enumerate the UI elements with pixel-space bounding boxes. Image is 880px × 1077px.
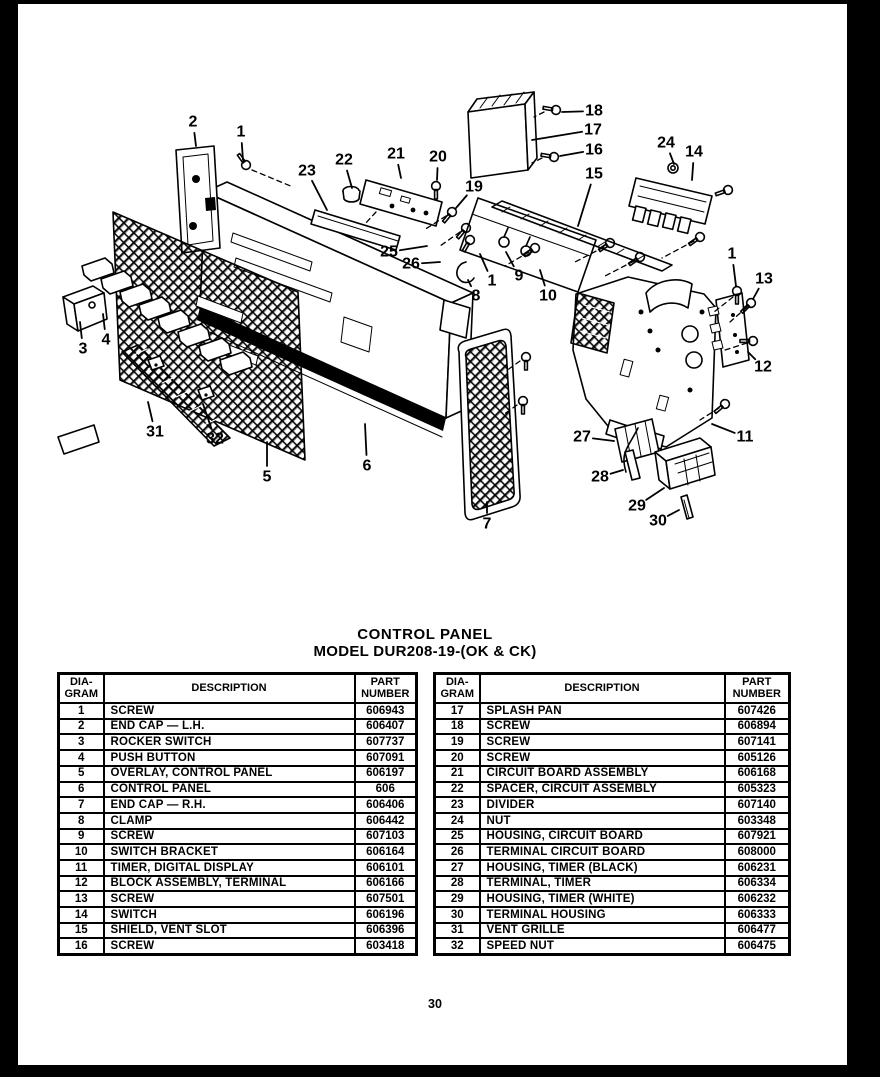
part-number-cell: 606164 — [355, 844, 417, 860]
table-row — [435, 860, 790, 876]
table-row — [435, 923, 790, 939]
part-number-cell: 606333 — [725, 907, 790, 923]
description-cell: SCREW — [104, 891, 355, 907]
clamp-part — [457, 262, 474, 282]
callout-leader-line — [560, 152, 583, 156]
model-subtitle: MODEL DUR208-19-(OK & CK) — [313, 643, 537, 660]
callout-number: 22 — [335, 151, 353, 169]
callout-leader-line — [242, 143, 243, 160]
table-row — [435, 703, 790, 719]
part-number-column-header: PART NUMBER — [725, 674, 790, 704]
table-row — [59, 782, 417, 798]
table-row — [59, 703, 417, 719]
diagram-number-cell: 25 — [435, 829, 480, 845]
diagram-number-cell: 24 — [435, 813, 480, 829]
callout-number: 1 — [727, 245, 737, 263]
description-cell: SPLASH PAN — [480, 703, 725, 719]
table-row — [59, 750, 417, 766]
callout-number: 26 — [402, 255, 420, 273]
diagram-number-cell: 28 — [435, 876, 480, 892]
part-number-cell: 607426 — [725, 703, 790, 719]
description-cell: SPACER, CIRCUIT ASSEMBLY — [480, 782, 725, 798]
part-number-cell: 607103 — [355, 829, 417, 845]
table-row — [59, 844, 417, 860]
diagram-column-header: DIA- GRAM — [435, 674, 480, 704]
diagram-number-cell: 20 — [435, 750, 480, 766]
description-cell: END CAP — R.H. — [104, 797, 355, 813]
table-row — [59, 766, 417, 782]
exploded-parts-diagram — [20, 80, 830, 545]
description-column-header: DESCRIPTION — [104, 674, 355, 704]
callout-number: 27 — [573, 428, 591, 446]
description-cell: HOUSING, CIRCUIT BOARD — [480, 829, 725, 845]
part-number-cell: 606475 — [725, 938, 790, 954]
part-number-cell: 603348 — [725, 813, 790, 829]
diagram-number-cell: 5 — [59, 766, 104, 782]
table-row — [435, 829, 790, 845]
callout-leader-line — [456, 195, 467, 208]
callout-number: 9 — [514, 267, 524, 285]
description-cell: TERMINAL, TIMER — [480, 876, 725, 892]
description-cell: TIMER, DIGITAL DISPLAY — [104, 860, 355, 876]
part-number-cell: 607737 — [355, 734, 417, 750]
callout-leader-line — [692, 163, 693, 180]
callout-leader-line — [480, 254, 488, 271]
diagram-number-cell: 13 — [59, 891, 104, 907]
description-cell: DIVIDER — [480, 797, 725, 813]
callout-leader-line — [400, 246, 427, 250]
diagram-number-cell: 22 — [435, 782, 480, 798]
callout-leader-line — [646, 488, 664, 500]
part-number-cell: 607921 — [725, 829, 790, 845]
callout-leader-line — [532, 132, 582, 140]
table-row — [435, 750, 790, 766]
table-row — [435, 797, 790, 813]
parts-table-left — [57, 672, 418, 956]
description-cell: SCREW — [480, 719, 725, 735]
diagram-number-cell: 9 — [59, 829, 104, 845]
diagram-number-cell: 10 — [59, 844, 104, 860]
callout-leader-line — [593, 438, 614, 441]
part-number-column-header: PART NUMBER — [355, 674, 417, 704]
callout-leader-line — [611, 470, 623, 474]
part-number-cell: 606168 — [725, 766, 790, 782]
table-row — [59, 797, 417, 813]
parts-table-right — [433, 672, 791, 956]
diagram-number-cell: 29 — [435, 891, 480, 907]
callout-number: 21 — [387, 145, 405, 163]
diagram-number-cell: 27 — [435, 860, 480, 876]
description-cell: HOUSING, TIMER (BLACK) — [480, 860, 725, 876]
table-row — [59, 829, 417, 845]
callout-number: 20 — [429, 148, 447, 166]
callout-number: 3 — [78, 340, 88, 358]
description-cell: CIRCUIT BOARD ASSEMBLY — [480, 766, 725, 782]
part-number-cell: 608000 — [725, 844, 790, 860]
part-number-cell: 606232 — [725, 891, 790, 907]
part-number-cell: 606477 — [725, 923, 790, 939]
diagram-number-cell: 11 — [59, 860, 104, 876]
diagram-title: CONTROL PANEL — [357, 626, 493, 643]
callout-number: 32 — [206, 430, 224, 448]
callout-leader-line — [540, 270, 545, 285]
description-cell: OVERLAY, CONTROL PANEL — [104, 766, 355, 782]
callout-number: 13 — [755, 270, 773, 288]
part-number-cell: 605126 — [725, 750, 790, 766]
part-number-cell: 606894 — [725, 719, 790, 735]
callout-number: 1 — [236, 123, 246, 141]
table-row — [59, 813, 417, 829]
diagram-number-cell: 2 — [59, 719, 104, 735]
callout-leader-line — [733, 265, 736, 286]
callout-leader-line — [668, 510, 679, 516]
description-cell: CLAMP — [104, 813, 355, 829]
diagram-number-cell: 19 — [435, 734, 480, 750]
description-column-header: DESCRIPTION — [480, 674, 725, 704]
part-number-cell: 607141 — [725, 734, 790, 750]
callout-number: 24 — [657, 134, 675, 152]
part-number-cell: 606334 — [725, 876, 790, 892]
part-number-cell: 606943 — [355, 703, 417, 719]
diagram-number-cell: 21 — [435, 766, 480, 782]
table-row — [435, 782, 790, 798]
diagram-number-cell: 12 — [59, 876, 104, 892]
diagram-number-cell: 16 — [59, 938, 104, 954]
diagram-number-cell: 1 — [59, 703, 104, 719]
callout-number: 1 — [487, 272, 497, 290]
description-cell: SPEED NUT — [480, 938, 725, 954]
part-number-cell: 606231 — [725, 860, 790, 876]
table-header-row — [59, 674, 417, 704]
description-cell: SWITCH BRACKET — [104, 844, 355, 860]
table-row — [435, 907, 790, 923]
part-number-cell: 606406 — [355, 797, 417, 813]
table-row — [435, 813, 790, 829]
description-cell: TERMINAL CIRCUIT BOARD — [480, 844, 725, 860]
part-number-cell: 606197 — [355, 766, 417, 782]
callout-number: 5 — [262, 468, 272, 486]
callout-number: 29 — [628, 497, 646, 515]
diagram-number-cell: 14 — [59, 907, 104, 923]
diagram-number-cell: 6 — [59, 782, 104, 798]
table-row — [59, 734, 417, 750]
title-block — [0, 626, 850, 660]
callout-number: 17 — [584, 121, 602, 139]
callout-number: 2 — [188, 113, 198, 131]
part-number-cell: 607501 — [355, 891, 417, 907]
part-number-cell: 606407 — [355, 719, 417, 735]
diagram-number-cell: 3 — [59, 734, 104, 750]
diagram-number-cell: 8 — [59, 813, 104, 829]
spacer-part — [343, 187, 360, 202]
part-number-cell: 606396 — [355, 923, 417, 939]
diagram-number-cell: 7 — [59, 797, 104, 813]
callout-leader-line — [712, 424, 735, 433]
description-cell: SCREW — [104, 829, 355, 845]
description-cell: SCREW — [480, 750, 725, 766]
callout-number: 4 — [101, 331, 111, 349]
callout-number: 28 — [591, 468, 609, 486]
diagram-number-cell: 30 — [435, 907, 480, 923]
part-number-cell: 606196 — [355, 907, 417, 923]
table-row — [59, 923, 417, 939]
callout-number: 6 — [362, 457, 372, 475]
callout-number: 19 — [465, 178, 483, 196]
callout-leader-line — [347, 171, 352, 188]
diagram-number-cell: 17 — [435, 703, 480, 719]
callout-number: 8 — [471, 287, 481, 305]
terminal-block-part — [629, 163, 712, 233]
table-row — [59, 876, 417, 892]
table-row — [435, 719, 790, 735]
page-number: 30 — [428, 997, 442, 1011]
diagram-number-cell: 32 — [435, 938, 480, 954]
callout-number: 18 — [585, 102, 603, 120]
part-number-cell: 607140 — [725, 797, 790, 813]
callout-leader-line — [312, 181, 327, 210]
table-row — [435, 844, 790, 860]
part-number-cell: 606101 — [355, 860, 417, 876]
callout-number: 25 — [380, 243, 398, 261]
end-cap-lh-part — [176, 146, 220, 253]
callout-leader-line — [437, 168, 438, 180]
description-cell: SCREW — [480, 734, 725, 750]
callout-leader-line — [753, 289, 759, 299]
callout-number: 16 — [585, 141, 603, 159]
part-number-cell: 606 — [355, 782, 417, 798]
description-cell: NUT — [480, 813, 725, 829]
description-cell: VENT GRILLE — [480, 923, 725, 939]
table-row — [435, 891, 790, 907]
callout-leader-line — [422, 262, 440, 263]
part-number-cell: 607091 — [355, 750, 417, 766]
callout-number: 30 — [649, 512, 667, 530]
part-number-cell: 603418 — [355, 938, 417, 954]
rocker-switch-part — [58, 286, 107, 454]
table-row — [435, 876, 790, 892]
diagram-number-cell: 18 — [435, 719, 480, 735]
description-cell: CONTROL PANEL — [104, 782, 355, 798]
table-row — [59, 891, 417, 907]
callout-leader-line — [506, 252, 514, 266]
description-cell: ROCKER SWITCH — [104, 734, 355, 750]
callout-number: 15 — [585, 165, 603, 183]
diagram-number-cell: 4 — [59, 750, 104, 766]
callout-number: 11 — [736, 428, 754, 446]
diagram-number-cell: 15 — [59, 923, 104, 939]
table-row — [435, 766, 790, 782]
table-row — [59, 938, 417, 954]
description-cell: END CAP — L.H. — [104, 719, 355, 735]
description-cell: PUSH BUTTON — [104, 750, 355, 766]
table-row — [59, 907, 417, 923]
part-number-cell: 606442 — [355, 813, 417, 829]
part-number-cell: 605323 — [725, 782, 790, 798]
description-cell: TERMINAL HOUSING — [480, 907, 725, 923]
description-cell: SWITCH — [104, 907, 355, 923]
callout-leader-line — [562, 111, 583, 112]
description-cell: SCREW — [104, 938, 355, 954]
diagram-number-cell: 26 — [435, 844, 480, 860]
callout-number: 7 — [482, 515, 492, 533]
diagram-column-header: DIA- GRAM — [59, 674, 104, 704]
callout-leader-line — [398, 165, 401, 178]
callout-number: 10 — [539, 287, 557, 305]
table-row — [59, 719, 417, 735]
description-cell: BLOCK ASSEMBLY, TERMINAL — [104, 876, 355, 892]
callout-leader-line — [148, 402, 153, 421]
part-number-cell: 606166 — [355, 876, 417, 892]
callout-number: 31 — [146, 423, 164, 441]
diagram-number-cell: 31 — [435, 923, 480, 939]
table-row — [59, 860, 417, 876]
end-cap-rh-part — [458, 329, 520, 520]
description-cell: HOUSING, TIMER (WHITE) — [480, 891, 725, 907]
table-row — [435, 938, 790, 954]
diagram-number-cell: 23 — [435, 797, 480, 813]
table-header-row — [435, 674, 790, 704]
callout-number: 12 — [754, 358, 772, 376]
splash-pan-part — [468, 92, 537, 178]
callout-leader-line — [365, 424, 366, 455]
callout-leader-line — [194, 133, 196, 146]
description-cell: SHIELD, VENT SLOT — [104, 923, 355, 939]
callout-number: 14 — [685, 143, 703, 161]
callout-number: 23 — [298, 162, 316, 180]
table-row — [435, 734, 790, 750]
description-cell: SCREW — [104, 703, 355, 719]
callout-leader-line — [578, 185, 591, 226]
